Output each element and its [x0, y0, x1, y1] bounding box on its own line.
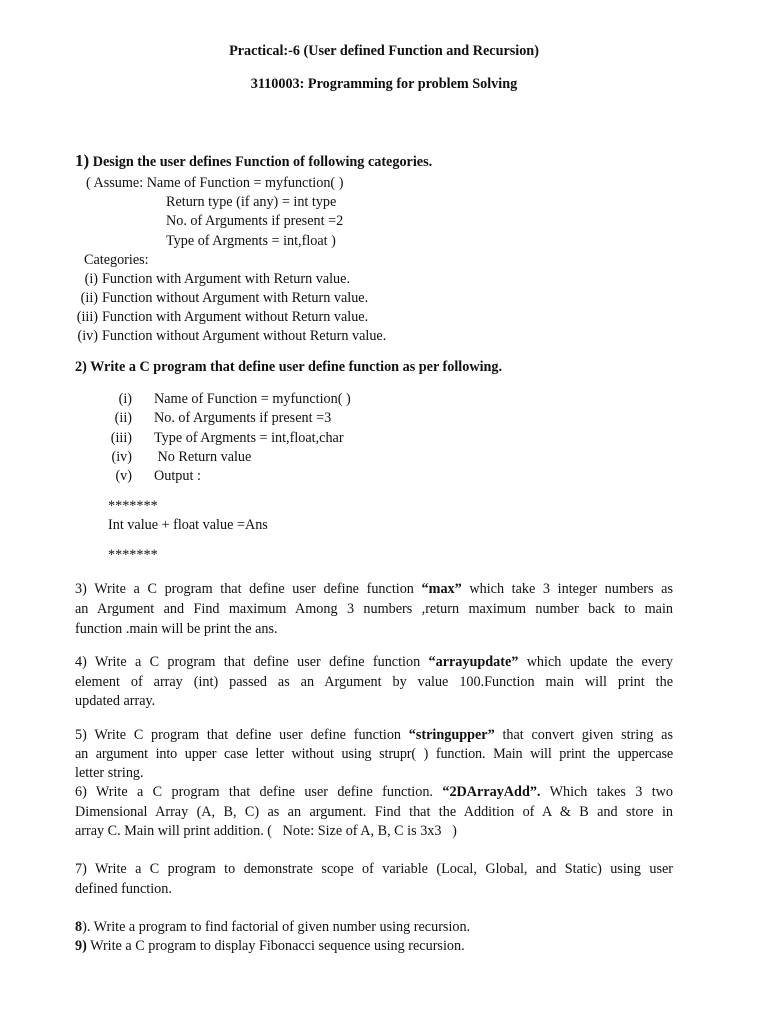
q2-heading: 2) Write a C program that define user define function as per following.: [75, 359, 503, 375]
q2-stars-top: *******: [108, 498, 158, 514]
q6-function-name: “2DArrayAdd”.: [442, 784, 541, 800]
q6-line-1: [75, 783, 673, 801]
list-item: Output :: [154, 468, 201, 484]
q4-line-3: updated array.: [75, 693, 156, 709]
list-item-number: (iv): [77, 328, 98, 344]
q5-text: 5) Write C program that define user define function: [75, 727, 409, 743]
q1-return-type: Return type (if any) = int type: [166, 194, 337, 210]
q7-line-1: 7) Write a C program to demonstrate scope of variable (Local, Global, and Static) using user: [75, 861, 673, 877]
q1-categories-label: Categories:: [84, 252, 149, 268]
q1-heading: [75, 152, 432, 171]
q4-text: 4) Write a C program that define user define function: [75, 654, 429, 670]
q1-number: 1): [75, 151, 90, 170]
q5-function-name: “stringupper”: [408, 727, 495, 743]
page-title: Practical:-6 (User defined Function and Recursion): [229, 43, 539, 59]
q8-line: [75, 918, 470, 936]
q5-text: that convert given string as: [494, 727, 673, 743]
q4-line-2: element of array (int) passed as an Argument by value 100.Function main will print the: [75, 674, 673, 690]
list-item-number: (ii): [80, 290, 98, 306]
q6-line-2: Dimensional Array (A, B, C) as an argument. Find that the Addition of A & B and store in: [75, 804, 673, 820]
q1-assume: ( Assume: Name of Function = myfunction( ): [86, 175, 344, 191]
list-item: Function without Argument without Return value.: [102, 328, 387, 344]
list-item: Function with Argument without Return value.: [102, 309, 369, 325]
q8-text: ). Write a program to find factorial of given number using recursion.: [82, 919, 471, 935]
list-item: Name of Function = myfunction( ): [154, 391, 351, 407]
q6-text: Which takes 3 two: [540, 784, 674, 800]
q1-heading-text: Design the user defines Function of following categories.: [92, 154, 433, 170]
q7-line-2: defined function.: [75, 881, 172, 897]
list-item: No Return value: [154, 449, 252, 465]
list-item-number: (iii): [110, 430, 132, 446]
list-item-number: (iv): [111, 449, 132, 465]
list-item: Function without Argument with Return value.: [102, 290, 369, 306]
list-item-number: (v): [115, 468, 132, 484]
q8-number: 8: [75, 919, 83, 935]
list-item-number: (i): [84, 271, 98, 287]
q3-function-name: “max”: [421, 581, 462, 597]
q1-arg-types: Type of Argments = int,float ): [166, 233, 336, 249]
q5-line-3: letter string.: [75, 765, 144, 781]
q5-line-1: [75, 726, 673, 744]
q2-stars-bottom: *******: [108, 547, 158, 563]
q1-arg-count: No. of Arguments if present =2: [166, 213, 344, 229]
q9-line: [75, 937, 465, 955]
q3-text: which take 3 integer numbers as: [461, 581, 673, 597]
q2-output-line: Int value + float value =Ans: [108, 517, 268, 533]
list-item: Function with Argument with Return value.: [102, 271, 350, 287]
q6-text: 6) Write a C program that define user define function.: [75, 784, 443, 800]
q9-number: 9): [75, 938, 87, 954]
list-item-number: (ii): [114, 410, 132, 426]
q3-line-1: [75, 580, 673, 598]
list-item-number: (i): [118, 391, 132, 407]
list-item: Type of Argments = int,float,char: [154, 430, 344, 446]
q9-text: Write a C program to display Fibonacci sequence using recursion.: [86, 938, 465, 954]
q3-line-3: function .main will be print the ans.: [75, 621, 278, 637]
list-item: No. of Arguments if present =3: [154, 410, 332, 426]
q5-line-2: an argument into upper case letter without using strupr( ) function. Main will print the uppercase: [75, 746, 673, 762]
q3-text: 3) Write a C program that define user define function: [75, 581, 422, 597]
course-code: 3110003: Programming for problem Solving: [250, 76, 518, 92]
q3-line-2: an Argument and Find maximum Among 3 numbers ,return maximum number back to main: [75, 601, 673, 617]
q6-line-3: array C. Main will print addition. ( Note: Size of A, B, C is 3x3 ): [75, 823, 457, 839]
q4-line-1: [75, 653, 673, 671]
q4-function-name: “arrayupdate”: [428, 654, 519, 670]
q4-text: which update the every: [518, 654, 674, 670]
list-item-number: (iii): [76, 309, 98, 325]
